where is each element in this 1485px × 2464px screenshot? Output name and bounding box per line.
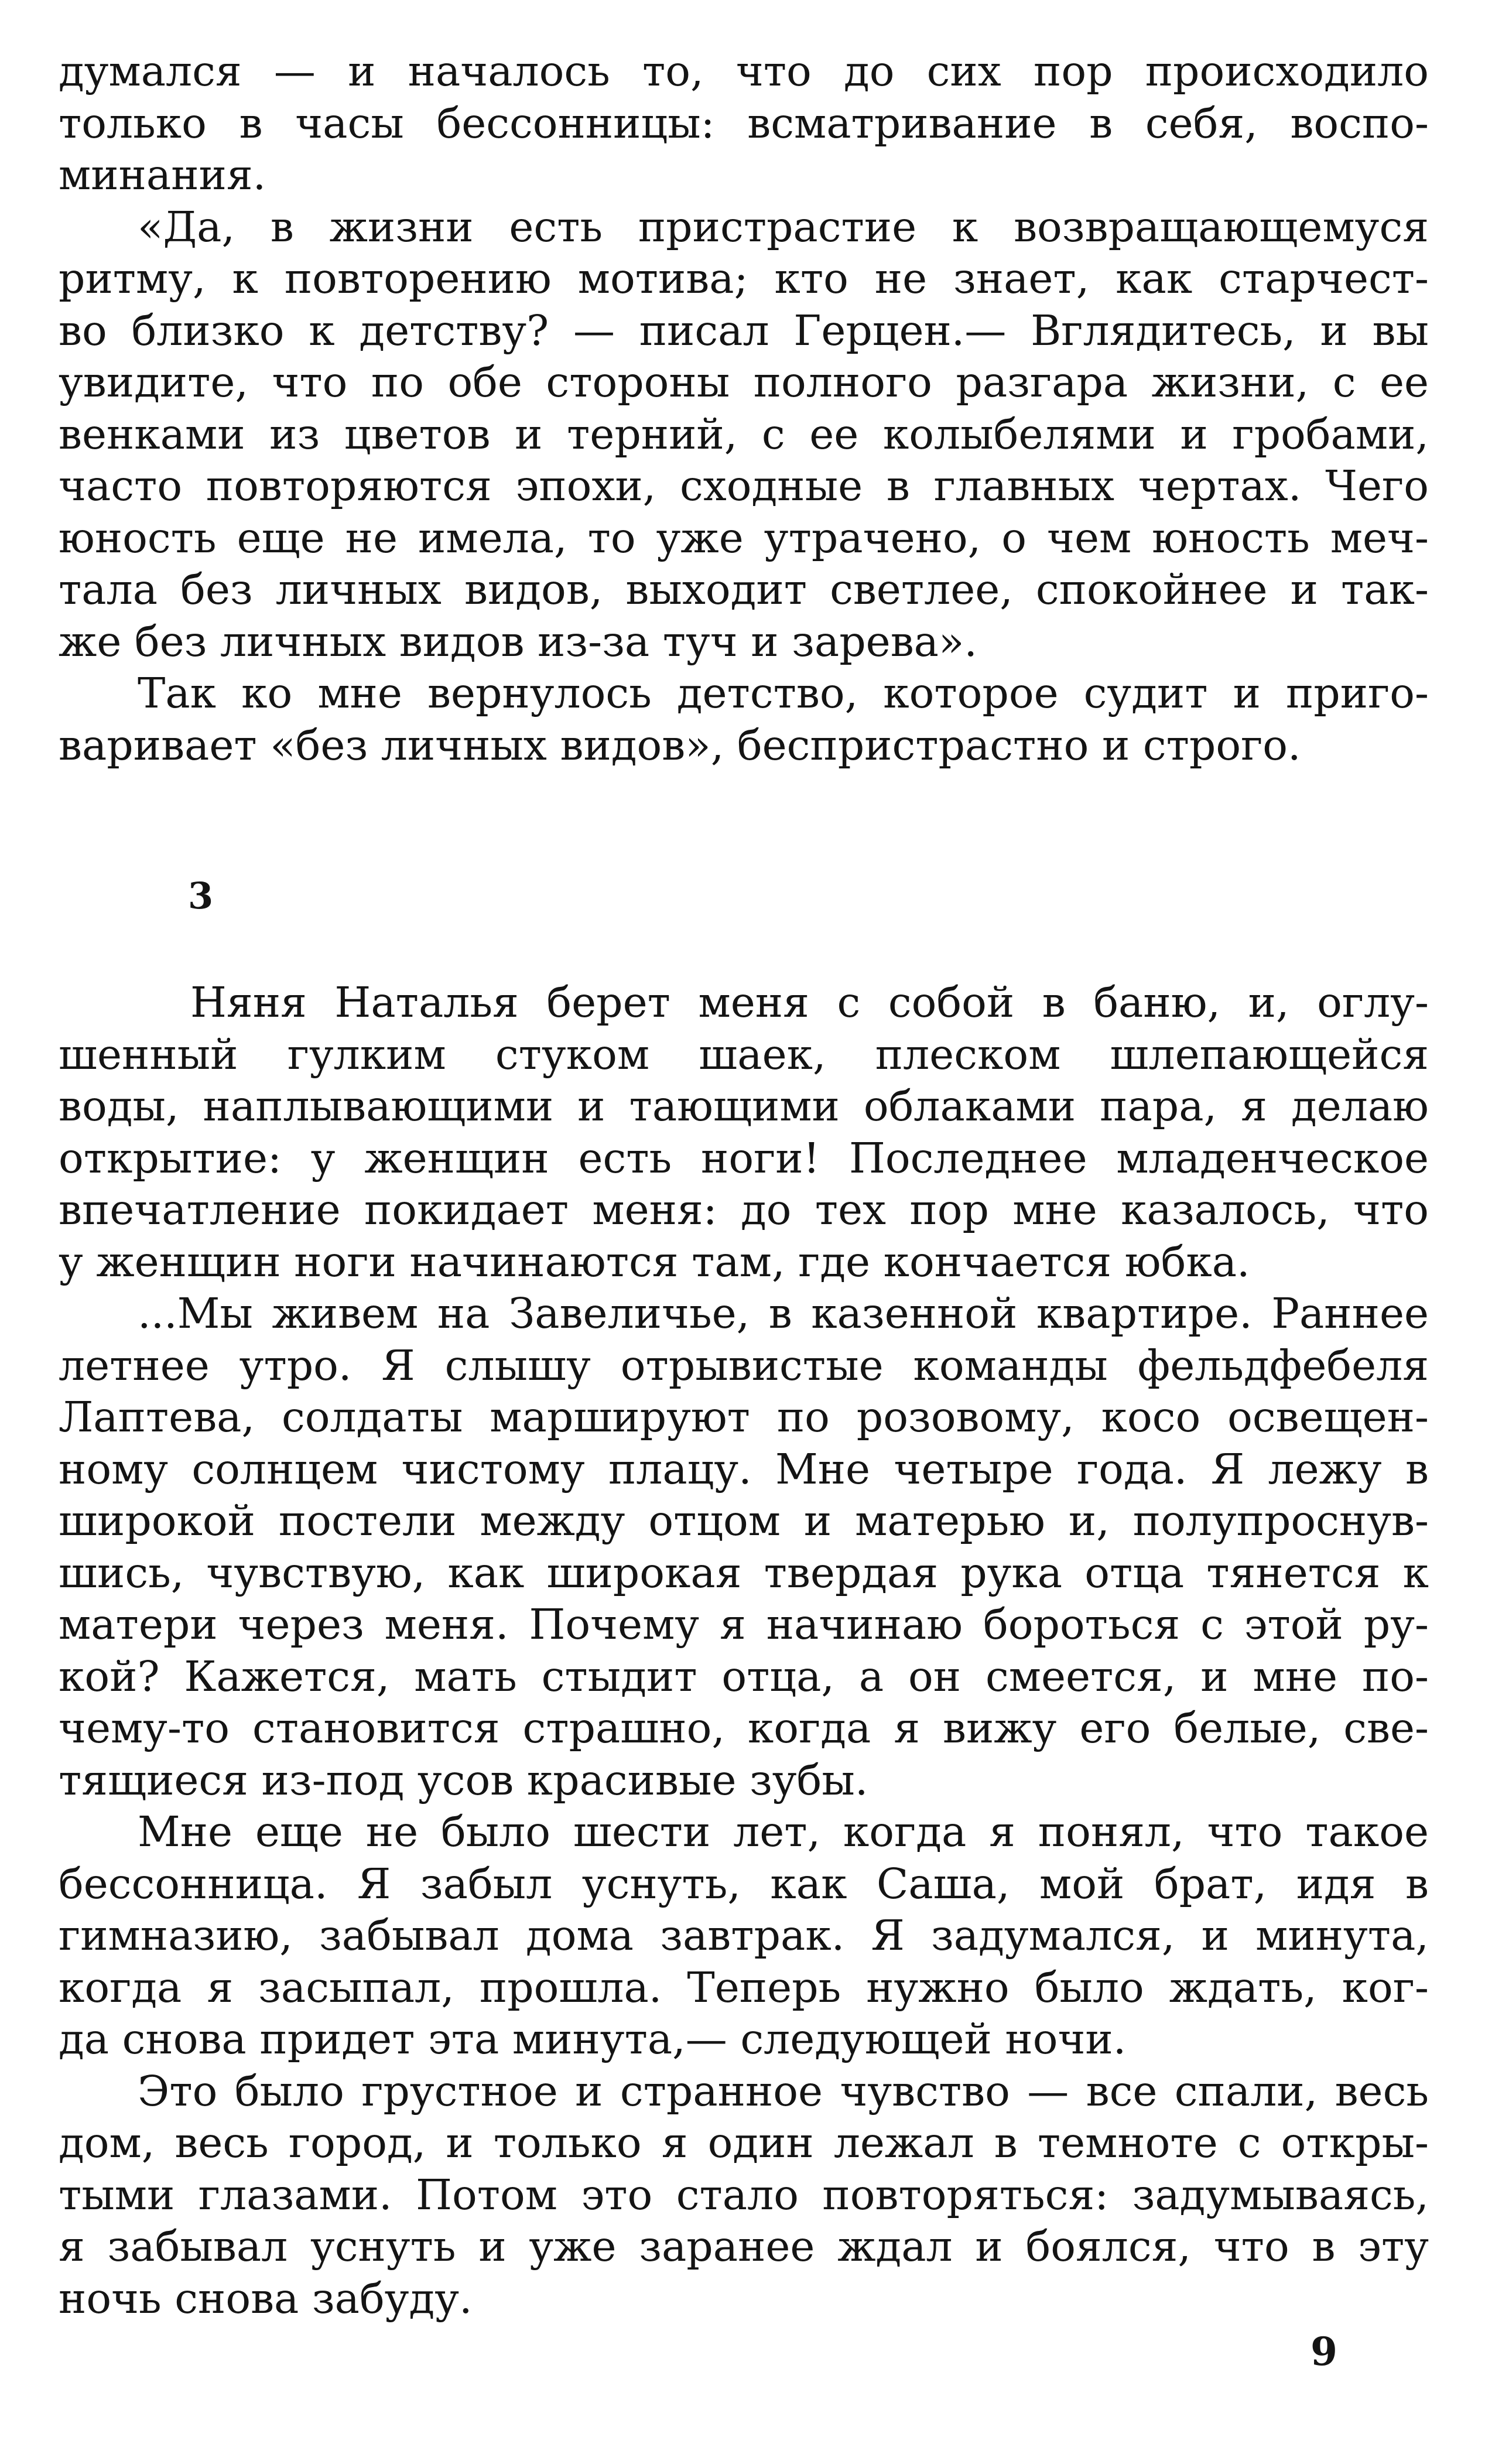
text-line: гимназию, забывал дома завтрак. Я задумался, и минута, [59,1911,1429,1960]
text-line: я забывал уснуть и уже заранее ждал и боялся, что в эту [59,2222,1429,2271]
text-line: чему-то становится страшно, когда я вижу его белые, све- [59,1704,1429,1752]
text-line: кой? Кажется, мать стыдит отца, а он смеется, и мне по- [59,1652,1429,1701]
text-line: минания. [59,151,266,199]
text-line: бессонница. Я забыл уснуть, как Саша, мой брат, идя в [59,1859,1429,1908]
text-line: тала без личных видов, выходит светлее, спокойнее и так- [59,565,1429,614]
text-line: ночь снова забуду. [59,2274,473,2323]
text-line: только в часы бессонницы: всматривание в себя, воспо- [59,98,1429,148]
text-line: дом, весь город, и только я один лежал в темноте с откры- [59,2118,1429,2167]
text-line: тящиеся из-под усов красивые зубы. [59,1755,868,1805]
text-line: Так ко мне вернулось детство, которое судит и приго- [138,669,1429,717]
text-line: Это было грустное и странное чувство — все спали, весь [138,2066,1429,2116]
text-line: ному солнцем чистому плацу. Мне четыре года. Я лежу в [59,1444,1429,1494]
text-line: широкой постели между отцом и матерью и, полупроснув- [59,1496,1429,1545]
text-line: воды, наплывающими и тающими облаками пара, я делаю [59,1082,1429,1130]
text-line: варивает «без личных видов», беспристрастно и строго. [59,720,1301,770]
section-number: 3 [188,874,214,917]
text-line: Лаптева, солдаты маршируют по розовому, косо освещен- [59,1393,1429,1441]
text-line: летнее утро. Я слышу отрывистые команды фельдфебеля [59,1341,1429,1390]
text-line: у женщин ноги начинаются там, где кончается юбка. [59,1237,1250,1286]
text-line: шись, чувствую, как широкая твердая рука отца тянется к [59,1548,1429,1597]
text-line: открытие: у женщин есть ноги! Последнее младенческое [59,1133,1429,1183]
text-line: Мне еще не было шести лет, когда я понял, что такое [138,1807,1429,1856]
text-line: ритму, к повторению мотива; кто не знает, как старчест- [59,254,1429,303]
text-line: да снова придет эта минута,— следующей ночи. [59,2015,1127,2063]
text-line: же без личных видов из-за туч и зарева». [59,617,978,666]
text-line: увидите, что по обе стороны полного разгара жизни, с ее [59,358,1429,406]
text-line: шенный гулким стуком шаек, плеском шлепающейся [59,1030,1429,1079]
text-line: тыми глазами. Потом это стало повторяться: задумываясь, [59,2170,1429,2219]
text-line: «Да, в жизни есть пристрастие к возвращающемуся [138,202,1429,251]
text-line: часто повторяются эпохи, сходные в главных чертах. Чего [59,462,1429,510]
page-number: 9 [1311,2329,1337,2374]
top-text-block [59,46,1429,771]
text-line: венками из цветов и терний, с ее колыбелями и гробами, [59,409,1429,459]
text-line: матери через меня. Почему я начинаю бороться с этой ру- [59,1600,1429,1649]
text-line: когда я засыпал, прошла. Теперь нужно было ждать, ког- [59,1963,1429,2012]
bottom-text-block [59,977,1429,2325]
text-line: юность еще не имела, то уже утрачено, о чем юность меч- [59,513,1429,562]
text-line: Няня Наталья берет меня с собой в баню, и, оглу- [190,978,1429,1027]
text-line: впечатление покидает меня: до тех пор мне казалось, что [59,1185,1429,1234]
text-line: думался — и началось то, что до сих пор происходило [59,47,1429,95]
text-line: ...Мы живем на Завеличье, в казенной квартире. Раннее [138,1289,1429,1338]
text-line: во близко к детству? — писал Герцен.— Вглядитесь, и вы [59,306,1429,355]
